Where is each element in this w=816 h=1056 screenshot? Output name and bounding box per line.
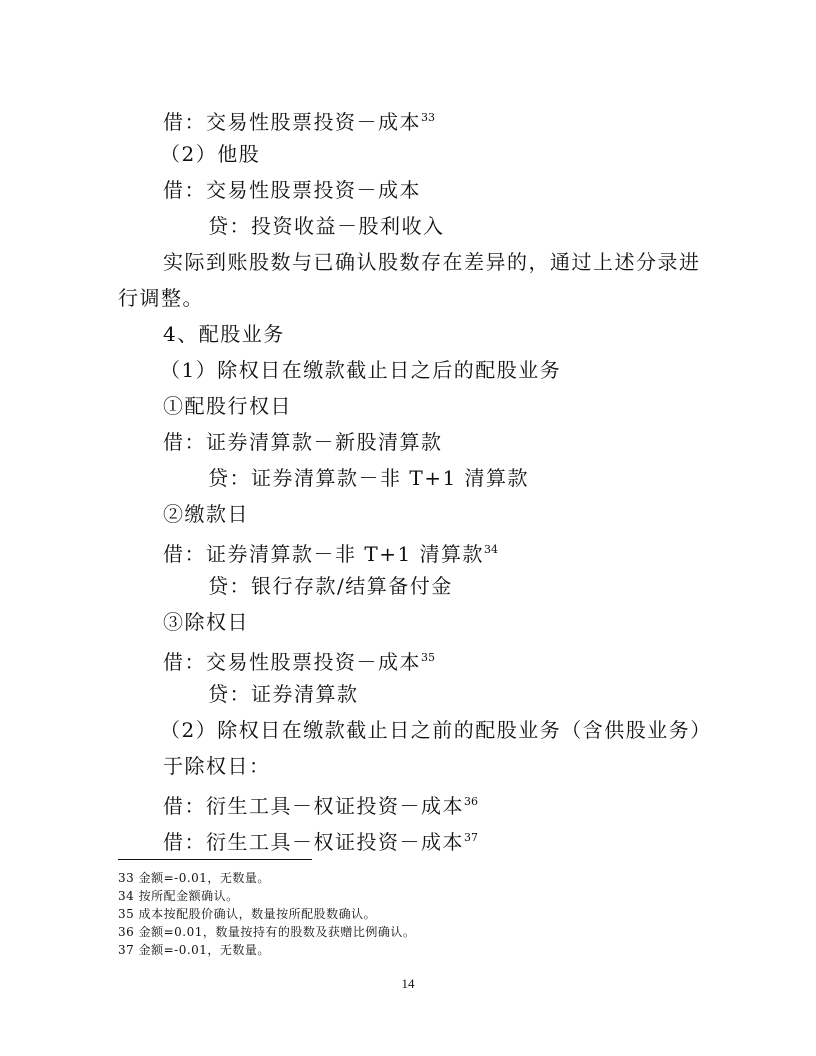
- paragraph-line: 实际到账股数与已确认股数存在差异的，通过上述分录进: [163, 250, 701, 274]
- footnote-ref: 36: [464, 795, 478, 808]
- subheading: （2）他股: [160, 142, 261, 166]
- footnote: 34 按所配金额确认。: [118, 889, 239, 903]
- entry-debit-line: 借：交易性股票投资－成本$^{35}$: [163, 650, 435, 674]
- footnote: 36 金额=0.01，数量按持有的股数及获赠比例确认。: [118, 925, 416, 939]
- entry-debit-line: 借：交易性股票投资－成本$^{33}$: [163, 110, 435, 134]
- page-number: 14: [401, 976, 415, 991]
- entry-debit-line: 借：交易性股票投资－成本: [163, 178, 421, 202]
- entry-credit-line: 贷：银行存款/结算备付金: [208, 574, 453, 598]
- entry-debit-line: 借：衍生工具－权证投资－成本$^{37}$: [163, 830, 478, 854]
- subheading: （2）除权日在缴款截止日之前的配股业务（含供股业务）: [160, 718, 712, 742]
- subheading: （1）除权日在缴款截止日之后的配股业务: [160, 358, 562, 382]
- paragraph-line: 行调整。: [118, 286, 204, 310]
- footnote-ref: 37: [464, 831, 478, 844]
- footnote: 35 成本按配股价确认，数量按所配股数确认。: [118, 907, 377, 921]
- entry-debit-line: 借：证券清算款－新股清算款: [163, 430, 443, 454]
- footnote-separator: [118, 859, 312, 860]
- footnote-ref: 34: [484, 543, 499, 556]
- entry-credit-line: 贷：证券清算款－非 T+1 清算款: [208, 466, 530, 490]
- entry-debit-line: 借：衍生工具－权证投资－成本$^{36}$: [163, 794, 478, 818]
- footnote: 37 金额=-0.01，无数量。: [118, 943, 270, 957]
- entry-credit-line: 贷：证券清算款: [208, 682, 359, 706]
- footnote: 33 金额=-0.01，无数量。: [118, 871, 270, 885]
- step-heading: ①配股行权日: [163, 394, 292, 418]
- footnote-ref: 35: [421, 651, 435, 664]
- entry-debit-line: 借：证券清算款－非 T+1 清算款$^{34}$: [163, 542, 499, 566]
- step-heading: ②缴款日: [163, 502, 249, 526]
- section-heading: 4、配股业务: [163, 322, 285, 346]
- entry-credit-line: 贷：投资收益－股利收入: [208, 214, 445, 238]
- footnote-ref: 33: [421, 111, 435, 124]
- paragraph-line: 于除权日：: [163, 754, 271, 778]
- step-heading: ③除权日: [163, 610, 249, 634]
